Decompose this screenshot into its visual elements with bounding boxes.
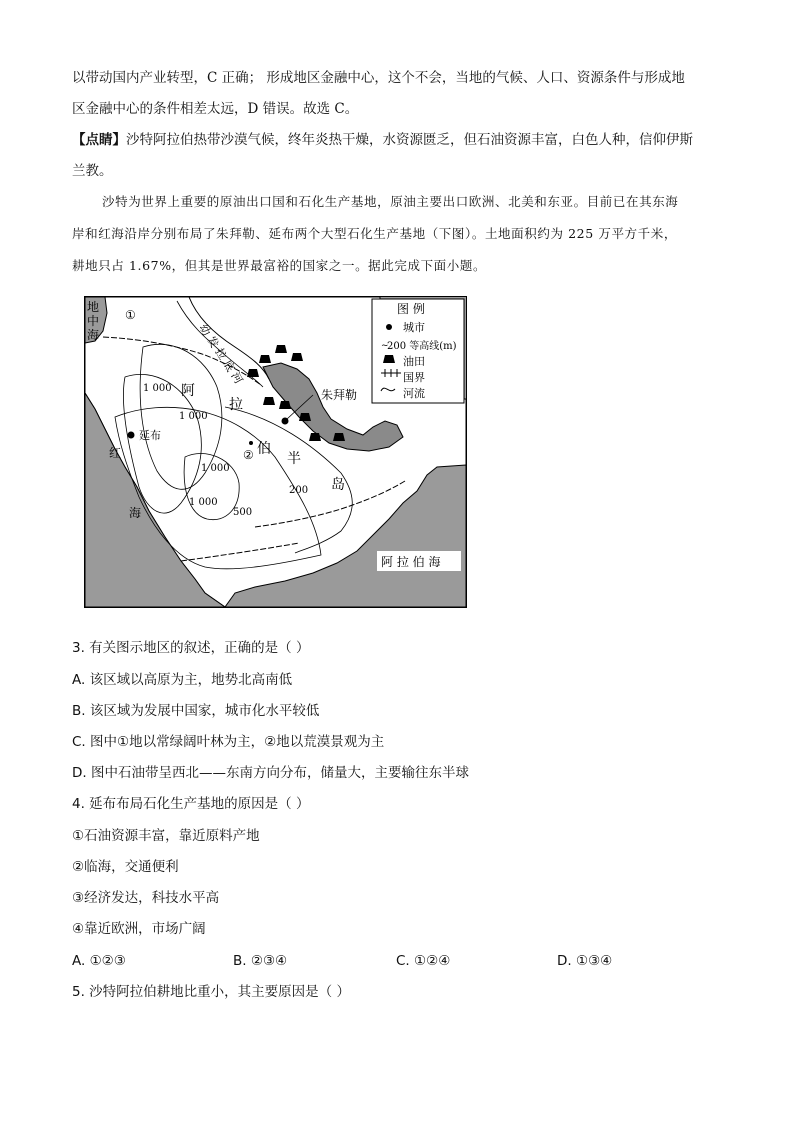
q4-option-b[interactable]: B. ②③④: [233, 953, 288, 969]
legend-contour-label: 200 等高线(m): [387, 341, 457, 352]
sea-mediterranean-1: 地: [87, 300, 100, 314]
q4-option-d[interactable]: D. ①③④: [557, 953, 613, 969]
legend-title: 图 例: [397, 302, 425, 316]
q4-option-c[interactable]: C. ①②④: [396, 953, 451, 969]
explanation-line-2: 区金融中心的条件相差太远，D 错误。故选 C。: [72, 101, 359, 117]
oilfield-6: [279, 401, 291, 409]
city-yanbu-label: 延布: [139, 429, 161, 442]
q4-item-4: ④靠近欧洲，市场广阔: [72, 921, 206, 937]
peninsula-label-1: 阿: [181, 383, 195, 399]
sea-red-2: 海: [129, 506, 142, 520]
arabian-peninsula-map: [84, 296, 467, 608]
legend-oilfield-icon: [383, 355, 395, 363]
contour-label-5: 500: [233, 507, 253, 518]
q4-option-a[interactable]: A. ①②③: [72, 953, 126, 969]
question-4-stem: 4. 延布布局石化生产基地的原因是（ ）: [72, 796, 310, 812]
river-name-5: 河: [228, 370, 246, 387]
peninsula-label-2: 拉: [229, 397, 243, 413]
legend-contour-icon: ~: [381, 341, 389, 351]
contour-label-2: 1 000: [179, 411, 208, 422]
legend-river-label: 河流: [403, 387, 425, 400]
q4-item-2: ②临海，交通便利: [72, 859, 179, 875]
oilfield-9: [333, 433, 345, 441]
city-jubail-label: 朱拜勒: [321, 388, 358, 402]
peninsula-label-3: 伯: [257, 441, 271, 457]
oilfield-7: [299, 413, 311, 421]
question-5-stem: 5. 沙特阿拉伯耕地比重小，其主要原因是（ ）: [72, 984, 350, 1000]
river-name-4: 底: [220, 358, 238, 375]
explanation-line-4: 兰教。: [72, 163, 113, 179]
contour-label-3: 1 000: [201, 463, 230, 474]
peninsula-label-4: 半: [287, 451, 301, 467]
mark-1: ①: [125, 308, 136, 322]
oilfield-1: [275, 345, 287, 353]
legend-border-label: 国界: [403, 371, 425, 384]
passage-line-1: 沙特为世界上重要的原油出口国和石化生产基地，原油主要出口欧洲、北美和东亚。目前已在其东海: [102, 194, 679, 209]
point-2-dot: [249, 441, 253, 445]
mark-2: ②: [243, 448, 254, 462]
sea-mediterranean-2: 中: [87, 314, 100, 328]
legend-city-label: 城市: [403, 321, 425, 334]
q3-option-a[interactable]: A. 该区域以高原为主，地势北高南低: [72, 672, 293, 688]
sea-mediterranean-3: 海: [87, 328, 100, 342]
river-name-3: 拉: [212, 346, 230, 363]
river-name-1: 幼: [196, 322, 214, 339]
oilfield-3: [259, 355, 271, 363]
contour-label-6: 200: [289, 485, 309, 496]
explanation-line-1: 以带动国内产业转型，C 正确； 形成地区金融中心，这个不会，当地的气候、人口、资源条件与形成地: [72, 70, 685, 86]
oilfield-5: [263, 397, 275, 405]
peninsula-label-5: 岛: [331, 477, 345, 493]
q3-option-d[interactable]: D. 图中石油带呈西北——东南方向分布，储量大，主要输往东半球: [72, 765, 469, 781]
sea-arabian: 阿 拉 伯 海: [381, 555, 441, 569]
contour-label-1: 1 000: [143, 383, 172, 394]
point-label: 【点睛】: [72, 132, 126, 148]
contour-label-4: 1 000: [189, 497, 218, 508]
q4-item-1: ①石油资源丰富，靠近原料产地: [72, 828, 260, 844]
question-3-stem: 3. 有关图示地区的叙述，正确的是（ ）: [72, 640, 310, 656]
river-name-2: 发: [204, 334, 222, 351]
legend-oilfield-label: 油田: [403, 355, 425, 368]
q3-option-b[interactable]: B. 该区域为发展中国家，城市化水平较低: [72, 703, 320, 719]
point-line: [72, 130, 693, 150]
passage-line-2: 岸和红海沿岸分别布局了朱拜勒、延布两个大型石化生产基地（下图）。土地面积约为 225 万平方千米，: [72, 226, 677, 241]
passage-line-3: 耕地只占 1.67%，但其是世界最富裕的国家之一。据此完成下面小题。: [72, 258, 487, 273]
city-yanbu-dot: [128, 432, 135, 439]
legend-city-icon: [386, 324, 392, 330]
point-text: 沙特阿拉伯热带沙漠气候，终年炎热干燥，水资源匮乏，但石油资源丰富，白色人种，信仰伊斯: [126, 132, 693, 148]
oilfield-8: [309, 433, 321, 441]
q4-item-3: ③经济发达，科技水平高: [72, 890, 220, 906]
oilfield-4: [247, 369, 259, 377]
sea-red-1: 红: [109, 446, 122, 460]
oilfield-2: [291, 353, 303, 361]
q3-option-c[interactable]: C. 图中①地以常绿阔叶林为主，②地以荒漠景观为主: [72, 734, 385, 750]
